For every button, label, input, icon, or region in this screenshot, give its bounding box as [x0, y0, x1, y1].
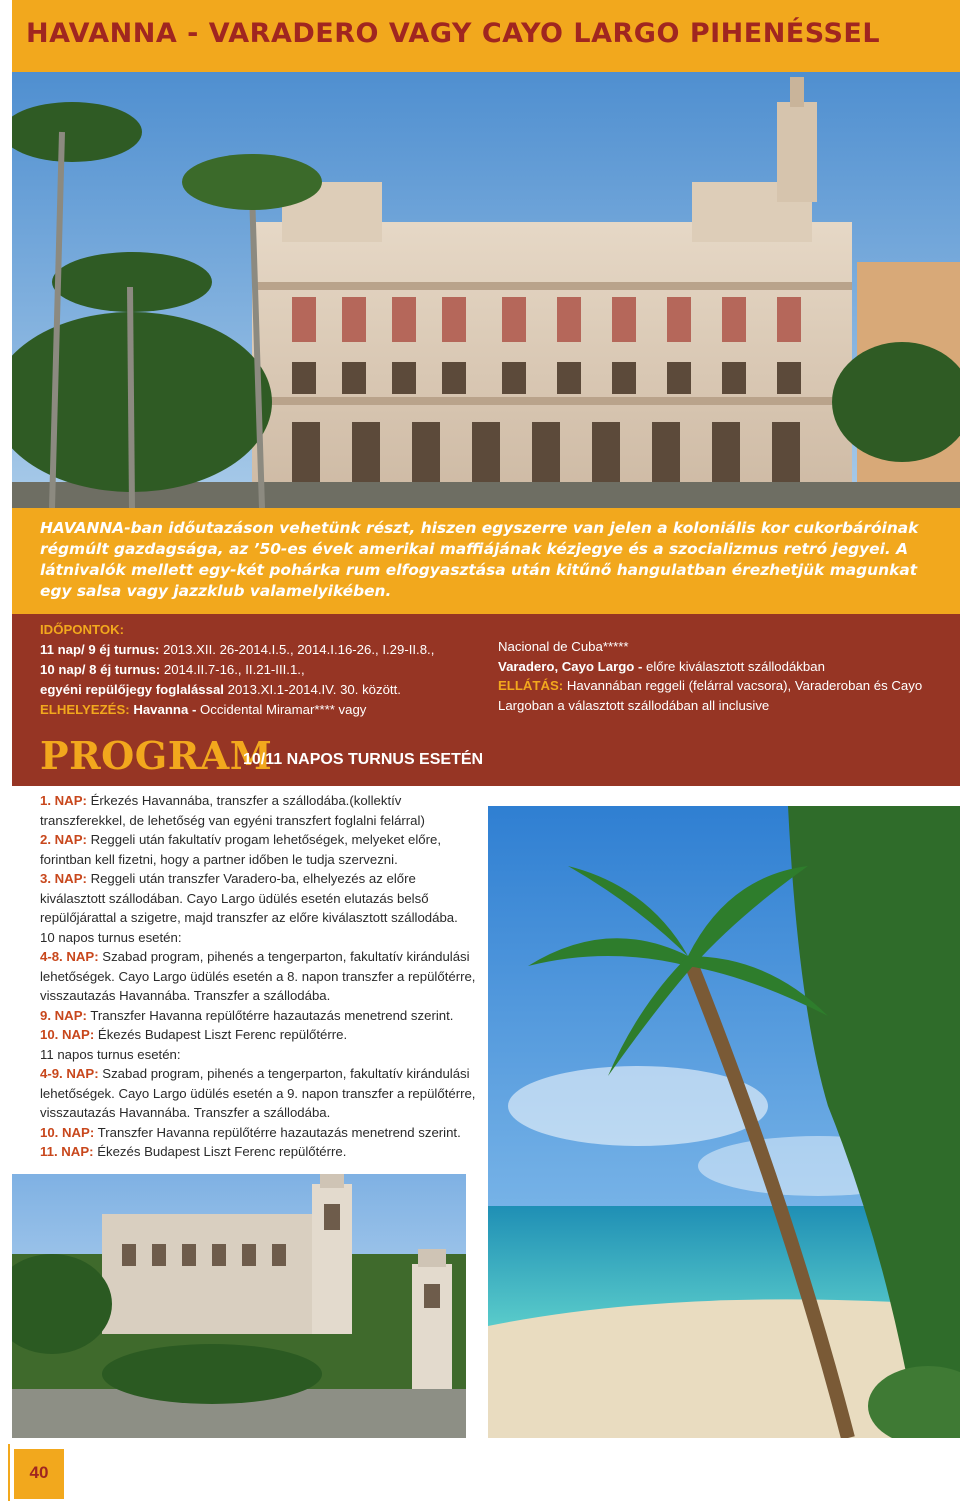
page-number-box [14, 1449, 64, 1499]
itinerary-item: 10. NAP: Ékezés Budapest Liszt Ferenc repülőtérre. [40, 1027, 348, 1042]
itinerary-item: 1. NAP: Érkezés Havannába, transzfer a szállodába.(kollektív transzferekkel, de lehetőség van egyéni transzfert foglalni felárral) [40, 793, 425, 828]
itinerary-heading: 11 napos turnus esetén: [40, 1046, 181, 1062]
havana-theatre-photo [12, 72, 960, 508]
page-title: HAVANNA - VARADERO VAGY CAYO LARGO PIHENÉSSEL [26, 18, 881, 49]
board-line: ELLÁTÁS: Havannában reggeli (felárral vacsora), Varaderoban és Cayo Largoban a választott szállodában all inclusive [498, 678, 923, 713]
itinerary-item: 3. NAP: Reggeli után transzfer Varadero-ba, elhelyezés az előre kiválasztott szállodában. Cayo Largo üdülés esetén elutazás belső repülőjárattal a szigetre, majd transzfer az előre kiválasztott szállodába. [40, 871, 458, 925]
program-subtitle: 10/11 NAPOS TURNUS ESETÉN [243, 751, 484, 768]
header-bar [12, 0, 960, 72]
havana-fortress-photo [12, 1174, 466, 1438]
dates-label: IDŐPONTOK: [40, 622, 125, 637]
dates-11-day: 11 nap/ 9 éj turnus: 2013.XII. 26-2014.I.5., 2014.I.16-26., I.29-II.8., [40, 642, 435, 657]
itinerary-item: 10. NAP: Transzfer Havanna repülőtérre hazautazás menetrend szerint. [40, 1124, 461, 1140]
dates-block [40, 620, 490, 720]
itinerary-item: 11. NAP: Ékezés Budapest Liszt Ferenc repülőtérre. [40, 1144, 347, 1159]
lodging-block [498, 637, 948, 715]
program-title: PROGRAM [40, 733, 273, 778]
itinerary-heading: 10 napos turnus esetén: [40, 929, 182, 945]
footer-rule [8, 1444, 10, 1501]
intro-band [12, 508, 960, 614]
footer-bar [0, 1444, 960, 1501]
page-number: 40 [29, 1463, 49, 1482]
dates-10-day: 10 nap/ 8 éj turnus: 2014.II.7-16., II.21-III.1., [40, 662, 305, 677]
itinerary-list [40, 791, 480, 1162]
itinerary-item: 4-8. NAP: Szabad program, pihenés a tengerparton, fakultatív kirándulási lehetőségek. Cayo Largo üdülés esetén a 8. napon transzfer a repülőtérre, visszautazás Havannába. Transzfer a szállodába. [40, 949, 476, 1003]
lodging-line: ELHELYEZÉS: Havanna - Occidental Miramar**** vagy [40, 702, 367, 717]
itinerary-item: 9. NAP: Transzfer Havanna repülőtérre hazautazás menetrend szerint. [40, 1007, 454, 1023]
lodging-varadero: Varadero, Cayo Largo - előre kiválasztott szállodákban [498, 658, 825, 674]
intro-text: HAVANNA-ban időutazáson vehetünk részt, hiszen egyszerre van jelen a koloniális kor cukorbáróinak régmúlt gazdagsága, az ’50-es évek amerikai maffiájának kézjegye és a szocializmus retró jegyei. A látnivalók mellett egy-két pohárka rum elfogyasztása után kitűnő hangulatban érezhetjük magunkat egy salsa vagy jazzklub valamelyikében. [40, 519, 919, 600]
itinerary-item: 4-9. NAP: Szabad program, pihenés a tengerparton, fakultatív kirándulási lehetőségek. Cayo Largo üdülés esetén a 9. napon transzfer a repülőtérre, visszautazás Havannába. Transzfer a szállodába. [40, 1066, 476, 1120]
itinerary-item: 2. NAP: Reggeli után fakultatív progam lehetőségek, melyeket előre, forintban kell fizetni, hogy a partner időben le tudja szervezni. [40, 832, 441, 867]
dates-individual: egyéni repülőjegy foglalással 2013.XI.1-2014.IV. 30. között. [40, 682, 401, 697]
beach-palm-photo [488, 806, 960, 1438]
lodging-nacional: Nacional de Cuba***** [498, 639, 629, 654]
